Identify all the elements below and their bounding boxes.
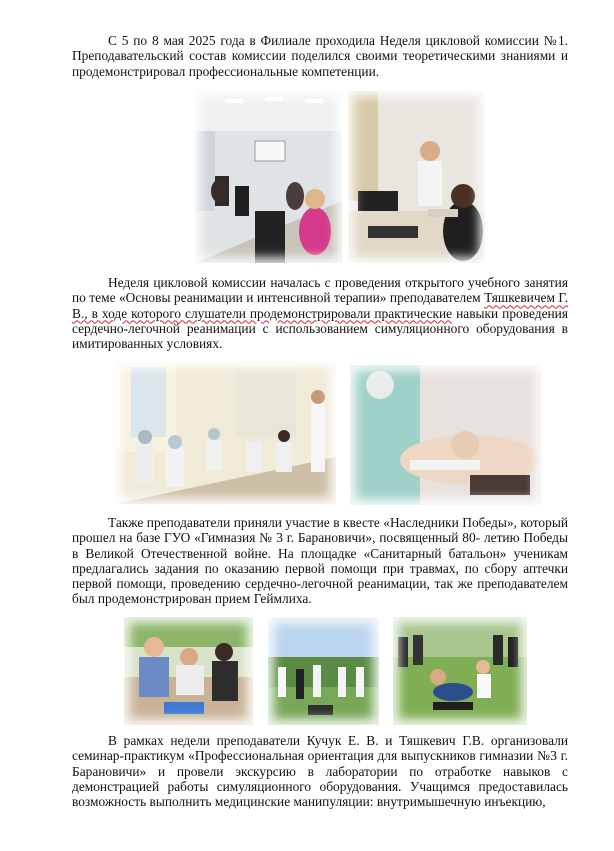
p3-line-4: батальон» ученикам предлагались задания по оказанию первой помощи при <box>72 545 568 576</box>
p1-line-2: Преподавательский состав комиссии поделился своими теоретическими знаниями <box>72 48 556 64</box>
p3-line-6: реанимации, так же преподавателем был продемонстрирован прием Геймлиха. <box>72 576 568 607</box>
photo-classroom-computers <box>195 91 342 263</box>
p2-line-5: симуляционного оборудования в имитированных условиях. <box>72 320 568 352</box>
p4-line-5: возможность выполнить медицинские манипуляции: внутримышечную инъекцию, <box>72 794 546 810</box>
paragraph-2 <box>72 275 568 351</box>
photo-teachers-outdoors <box>268 617 379 725</box>
paragraph-4 <box>72 733 568 809</box>
photo-first-aid-station <box>124 617 253 725</box>
p4-line-3: №3 г. Барановичи» и провели экскурсию в лаборатории по отработке навыков с <box>72 748 568 779</box>
paragraph-3 <box>72 515 568 607</box>
p2-line-4: навыки проведения сердечно-легочной реанимации с использованием <box>72 305 568 336</box>
p4-line-2: семинар-практикум «Профессиональная ориентация для выпускников гимназии <box>72 748 534 764</box>
p2-line-1: Неделя цикловой комиссии началась с проведения открытого учебного <box>108 275 520 290</box>
p3-line-3: летию Победы в Великой Отечественной войне. На площадке «Санитарный <box>72 530 568 561</box>
photo-cpr-outdoor-demo <box>393 617 527 725</box>
photo-students-training-room <box>116 362 336 504</box>
p4-line-1: В рамках недели преподаватели Кучук Е. В. и Тяшкевич Г.В. организовали <box>108 733 568 748</box>
p2-line-2: занятия по теме «Основы реанимации и интенсивной терапии» преподавателем <box>72 275 568 306</box>
p1-line-3: и продемонстрировал профессиональные компетенции. <box>72 48 568 79</box>
p3-line-2: который прошел на базе ГУО «Гимназия № 3 г. Барановичи», посвященный 80- <box>72 515 568 546</box>
photo-teacher-demonstration <box>348 91 485 263</box>
p4-line-4: демонстрацией работы симуляционного оборудования. Учащимся предоставилась <box>72 778 568 794</box>
p3-line-1: Также преподаватели приняли участие в квесте «Наследники Победы», <box>108 515 517 530</box>
p3-line-5: травмах, по сбору аптечки первой помощи, проведению сердечно-легочной <box>72 560 568 592</box>
p1-line-1: С 5 по 8 мая 2025 года в Филиале проходила Неделя цикловой комиссии №1. <box>108 33 568 48</box>
p2-line-3: Тяшкевичем Г. В., в ходе которого слушатели продемонстрировали практические <box>72 290 568 321</box>
photo-cpr-mannequin <box>350 365 542 505</box>
paragraph-1 <box>72 33 568 79</box>
